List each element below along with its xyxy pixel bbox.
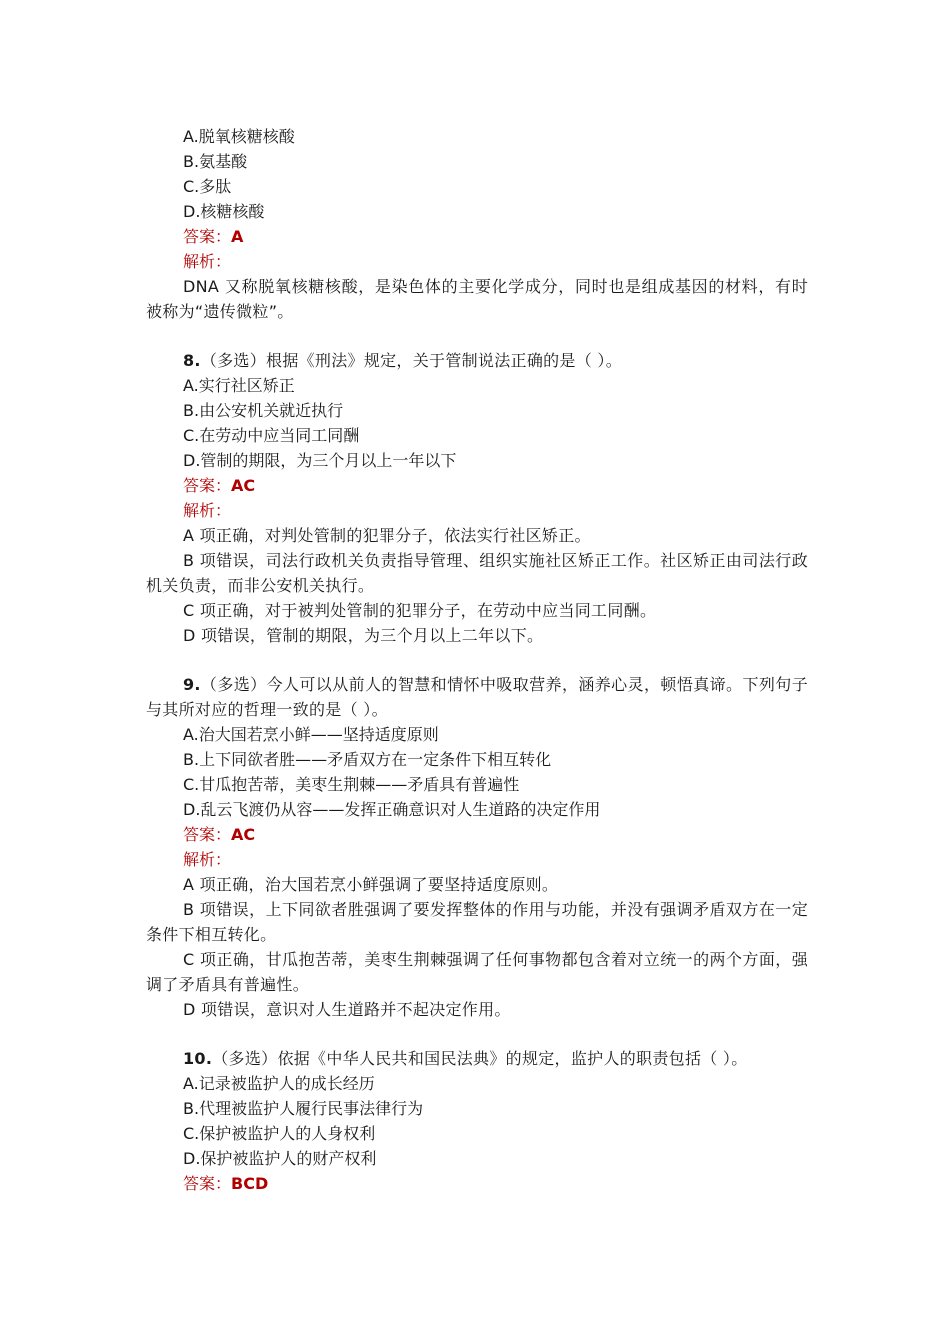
option-c: C.保护被监护人的人身权利	[183, 1124, 376, 1143]
answer-value: AC	[231, 825, 256, 844]
option-a: A.实行社区矫正	[183, 376, 295, 395]
question-text: （多选）依据《中华人民共和国民法典》的规定，监护人的职责包括（ ）。	[212, 1049, 748, 1068]
option-b: B.氨基酸	[183, 152, 248, 171]
answer-label: 答案：	[183, 825, 232, 844]
answer-label: 答案：	[183, 476, 232, 495]
question-text: （多选）今人可以从前人的智慧和情怀中吸取营养，涵养心灵，顿悟真谛。下列句子与其所对应的哲理一致的是（ ）。	[146, 675, 808, 719]
analysis-text: A 项正确，治大国若烹小鲜强调了要坚持适度原则。	[183, 875, 559, 894]
answer-value: AC	[231, 476, 256, 495]
question-title	[146, 672, 808, 722]
option-a: A.脱氧核糖核酸	[183, 127, 295, 146]
question-number: 9.	[183, 675, 201, 694]
answer-label: 答案：	[183, 1174, 232, 1193]
option-b: B.由公安机关就近执行	[183, 401, 344, 420]
question-text: （多选）根据《刑法》规定，关于管制说法正确的是（ ）。	[200, 351, 622, 370]
answer-value: BCD	[231, 1174, 269, 1193]
answer-line	[146, 473, 808, 498]
option-d: D.核糖核酸	[183, 202, 265, 221]
option-c: C.多肽	[183, 177, 232, 196]
analysis-text: A 项正确，对判处管制的犯罪分子，依法实行社区矫正。	[183, 526, 591, 545]
option-a: A.治大国若烹小鲜——坚持适度原则	[183, 725, 439, 744]
question-title	[146, 1046, 808, 1071]
question-8	[146, 348, 808, 648]
analysis-text: D 项错误，管制的期限，为三个月以上二年以下。	[183, 626, 544, 645]
option-c: C.在劳动中应当同工同酬	[183, 426, 360, 445]
analysis-text: B 项错误，上下同欲者胜强调了要发挥整体的作用与功能，并没有强调矛盾双方在一定条件下相互转化。	[146, 900, 808, 944]
analysis-label: 解析：	[183, 252, 232, 271]
analysis-label: 解析：	[183, 850, 232, 869]
option-c: C.甘瓜抱苦蒂，美枣生荆棘——矛盾具有普遍性	[183, 775, 520, 794]
question-number: 10.	[183, 1049, 213, 1068]
answer-line	[146, 224, 808, 249]
question-10	[146, 1046, 808, 1196]
analysis-text: B 项错误，司法行政机关负责指导管理、组织实施社区矫正工作。社区矫正由司法行政机关负责，而非公安机关执行。	[146, 551, 808, 595]
analysis-label: 解析：	[183, 501, 232, 520]
option-b: B.上下同欲者胜——矛盾双方在一定条件下相互转化	[183, 750, 552, 769]
answer-label: 答案：	[183, 227, 232, 246]
analysis-text: C 项正确，甘瓜抱苦蒂，美枣生荆棘强调了任何事物都包含着对立统一的两个方面，强调了矛盾具有普遍性。	[146, 950, 808, 994]
analysis-text: C 项正确，对于被判处管制的犯罪分子，在劳动中应当同工同酬。	[183, 601, 657, 620]
option-d: D.保护被监护人的财产权利	[183, 1149, 377, 1168]
analysis-text: DNA 又称脱氧核糖核酸，是染色体的主要化学成分，同时也是组成基因的材料，有时被称为“遗传微粒”。	[146, 277, 808, 321]
answer-line	[146, 1171, 808, 1196]
question-number: 8.	[183, 351, 201, 370]
option-d: D.乱云飞渡仍从容——发挥正确意识对人生道路的决定作用	[183, 800, 601, 819]
option-d: D.管制的期限，为三个月以上一年以下	[183, 451, 457, 470]
option-a: A.记录被监护人的成长经历	[183, 1074, 375, 1093]
answer-line	[146, 822, 808, 847]
question-7	[146, 124, 808, 324]
answer-value: A	[231, 227, 244, 246]
option-b: B.代理被监护人履行民事法律行为	[183, 1099, 424, 1118]
question-title	[146, 348, 808, 373]
document-page	[146, 124, 808, 1196]
question-9	[146, 672, 808, 1022]
analysis-text: D 项错误，意识对人生道路并不起决定作用。	[183, 1000, 511, 1019]
